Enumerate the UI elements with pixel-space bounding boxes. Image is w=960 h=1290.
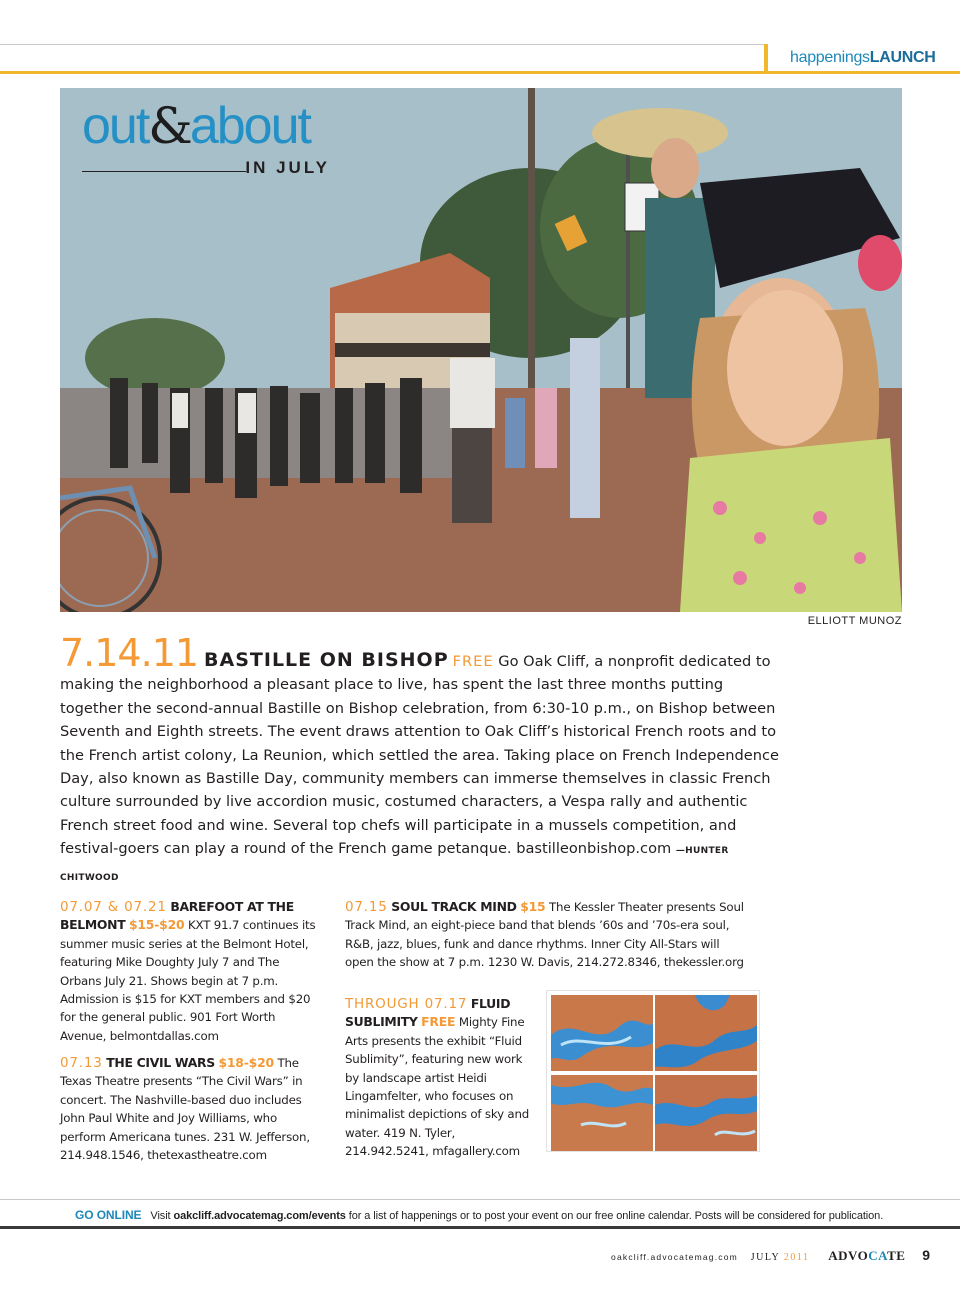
folio-site: oakcliff.advocatemag.com: [611, 1252, 738, 1262]
masthead-out: out: [82, 97, 149, 155]
section-tag: [764, 44, 960, 71]
logo-part-a: ADVO: [828, 1248, 869, 1263]
photo-credit: ELLIOTT MUNOZ: [807, 615, 902, 627]
artwork-panel: [551, 1075, 653, 1151]
folio-date: [751, 1252, 810, 1263]
feature-body: Go Oak Cliff, a nonprofit dedicated to making the neighborhood a pleasant place to live, has spent the last three months putting together the second-annual Bastille on Bishop celebration, from 6:30-10 p.m., on Bishop between Seventh and Eighth streets. The event draws attention to Oak Cliff’s historical French roots and to the French artist colony, La Reunion, which settled the area. Taking place on French Independence Day, also known as Bastille Day, community members can immerse themselves in classic French culture surrounded by live accordion music, costumed characters, a Vespa rally and authentic French street food and wine. Several top chefs will participate in a mussels competition, and festival-goers can play a round of the French game petanque. bastilleonbishop.com: [60, 653, 779, 858]
page-folio: [611, 1247, 930, 1264]
event-title: THE CIVIL WARS: [106, 1055, 215, 1070]
event-date: THROUGH 07.17: [345, 996, 468, 1012]
go-online-link[interactable]: oakcliff.advocatemag.com/events: [173, 1210, 346, 1222]
event-body: Mighty Fine Arts presents the exhibit “Fluid Sublimity”, featuring new work by landscape artist Heidi Lingamfelter, who focuses on minimalist depictions of sky and water. 419 N. Tyler, 214.942.5241, mfagallery.com: [345, 1015, 530, 1159]
event-date: 07.07 & 07.21: [60, 899, 167, 915]
artwork-panel: [655, 1075, 757, 1151]
go-online-label: GO ONLINE: [75, 1208, 142, 1222]
masthead-amp: &: [148, 97, 190, 155]
masthead-title: [82, 96, 334, 156]
feature-price: FREE: [452, 653, 494, 670]
folio-month: JULY: [750, 1252, 780, 1263]
artwork-image: [546, 990, 760, 1152]
event-body: The Texas Theatre presents “The Civil Wars” in concert. The Nashville-based duo includes John Paul White and Joy Williams, who perform Americana tunes. 231 W. Jefferson, 214.948.1546, thetexastheatre.com: [60, 1056, 310, 1163]
event-title: SOUL TRACK MIND: [391, 899, 517, 914]
event-title: FLUID SUBLIMITY: [345, 996, 511, 1030]
event-body: KXT 91.7 continues its summer music series at the Belmont Hotel, featuring Mike Doughty July 7 and The Orbans July 21. Shows begin at 7 p.m. Admission is $15 for KXT members and $20 for the general public. 901 Fort Worth Avenue, belmontdallas.com: [60, 918, 316, 1043]
event-price: $15-$20: [128, 917, 185, 933]
event-title: BAREFOOT AT THE BELMONT: [60, 899, 294, 933]
event-soul-track-mind: [345, 898, 750, 972]
feature-byline: —HUNTER CHITWOOD: [60, 846, 729, 883]
go-online-text: for a list of happenings or to post your event on our free online calendar. Posts will be considered for publication.: [348, 1210, 884, 1222]
folio-year: 2011: [783, 1252, 810, 1263]
feature-date: 7.14.11: [60, 631, 199, 675]
go-online-banner: [75, 1208, 883, 1222]
event-price: $15: [520, 899, 546, 914]
event-date: 07.15: [345, 899, 388, 915]
section-suffix: LAUNCH: [869, 49, 936, 66]
event-price: $18-$20: [218, 1055, 274, 1070]
go-online-visit: Visit: [150, 1210, 171, 1222]
artwork-panel: [551, 995, 653, 1071]
section-prefix: happenings: [790, 49, 870, 66]
feature-title: BASTILLE ON BISHOP: [204, 649, 449, 671]
logo-part-c: TE: [887, 1248, 906, 1263]
feature-article: [60, 631, 780, 890]
masthead-subtitle: IN JULY: [245, 158, 330, 177]
event-fluid-sublimity: [345, 995, 539, 1161]
masthead: [82, 96, 334, 184]
event-date: 07.13: [60, 1055, 103, 1071]
advocate-logo: [828, 1248, 905, 1263]
event-body: The Kessler Theater presents Soul Track Mind, an eight-piece band that blends ’60s and ’70s-era soul, R&B, jazz, blues, funk and dance rhythms. Inner City All-Stars will open the show at 7 p.m. 1230 W. Davis, 214.272.8346, thekessler.org: [345, 900, 744, 970]
page-number: 9: [922, 1247, 930, 1263]
masthead-rule: [82, 171, 246, 172]
artwork-panel: [655, 995, 757, 1071]
event-civil-wars: [60, 1054, 322, 1164]
logo-part-b: CA: [868, 1248, 888, 1263]
event-barefoot: [60, 898, 322, 1045]
event-price: FREE: [421, 1014, 456, 1030]
masthead-about: about: [189, 97, 310, 155]
